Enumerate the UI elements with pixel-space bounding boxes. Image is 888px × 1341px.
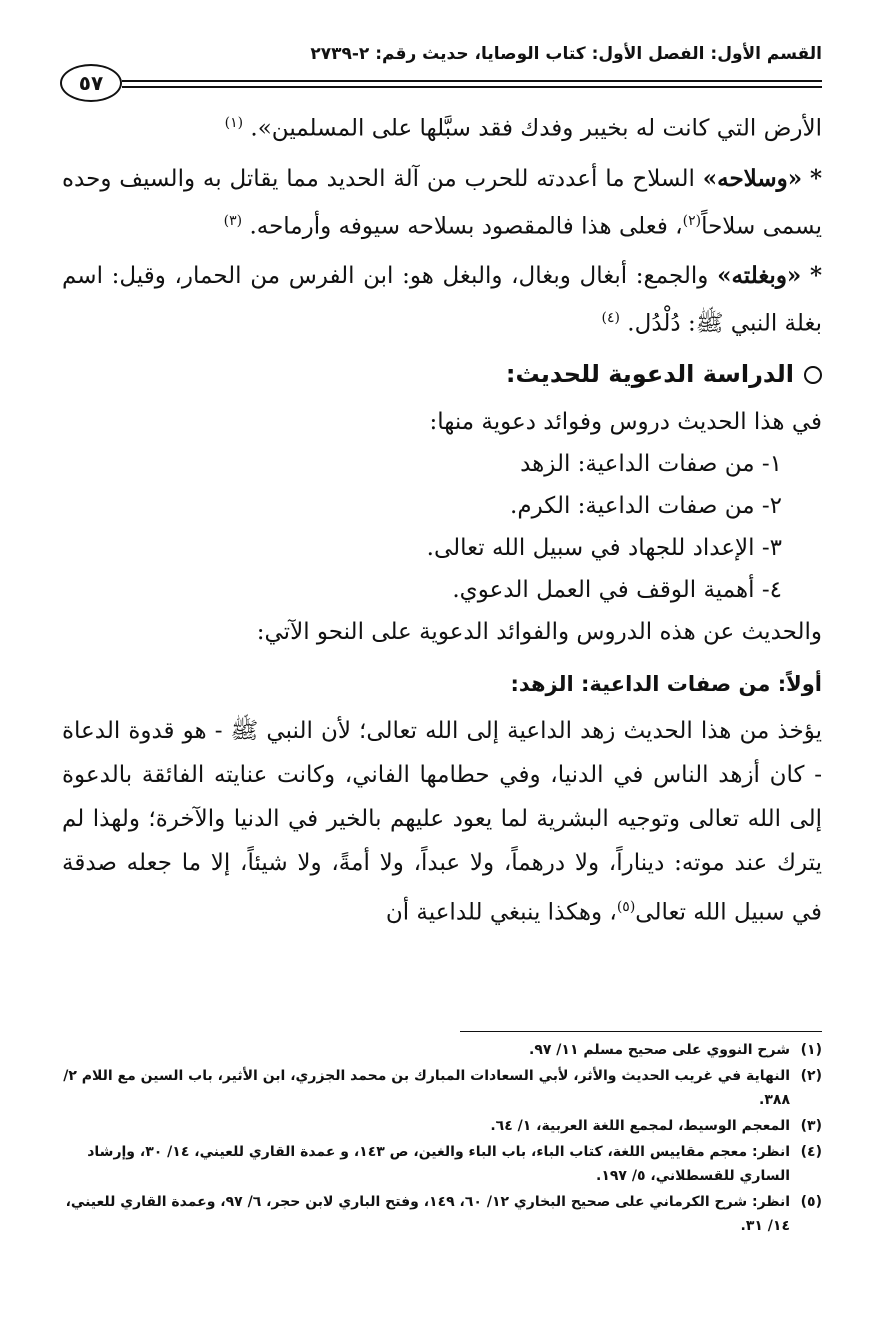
footnote: (٣) المعجم الوسيط، لمجمع اللغة العربية، ١/ ٦٤. xyxy=(490,1118,822,1134)
footnote: (٤) انظر: معجم مقاييس اللغة، كتاب الباء، باب الباء والغين، ص ١٤٣، و عمدة القاري للعيني، ١٤/ ٣٠، وإرشاد الساري للقسطلاني، ٥/ ١٩٧. xyxy=(87,1144,822,1184)
main-text xyxy=(62,102,822,935)
list-item: ٣- الإعداد للجهاد في سبيل الله تعالى. xyxy=(426,534,782,561)
intro-line: في هذا الحديث دروس وفوائد دعوية منها: xyxy=(429,408,822,435)
list-item: ١- من صفات الداعية: الزهد xyxy=(520,450,782,477)
list-item: ٢- من صفات الداعية: الكرم. xyxy=(510,492,782,519)
page-number: ٥٧ xyxy=(60,64,122,102)
footnote: (١) شرح النووي على صحيح مسلم ١١/ ٩٧. xyxy=(528,1042,822,1058)
sub-heading: أولاً: من صفات الداعية: الزهد: xyxy=(510,671,822,696)
footnote-divider xyxy=(460,1031,822,1032)
bullet-star: * xyxy=(809,262,822,290)
footnote-ref[interactable]: (١) xyxy=(224,115,244,131)
bullet-star: * xyxy=(810,164,823,192)
term: «وبغلته» xyxy=(717,262,802,290)
header-rule-secondary xyxy=(122,86,822,88)
outro-line: والحديث عن هذه الدروس والفوائد الدعوية على النحو الآتي: xyxy=(256,618,822,645)
footnote-ref[interactable]: (٢) xyxy=(682,212,702,229)
footnote: (٢) النهاية في غريب الحديث والأثر، لأبي السعادات المبارك بن محمد الجزري، ابن الأثير، باب السين مع اللام ٢/ ٣٨٨. xyxy=(63,1068,822,1108)
footnotes xyxy=(62,1038,822,1240)
footnote-ref[interactable]: (٥) xyxy=(616,898,636,915)
term: «وسلاحه» xyxy=(702,164,803,192)
paragraph-weapon: * «وسلاحه» السلاح ما أعددته للحرب من آلة الحديد مما يقاتل به والسيف وحده يسمى سلاحاً$^{(٢)}$، فعلى هذا فالمقصود بسلاحه سيوفه وأرماحه. $^{(٣)}$ xyxy=(62,164,823,240)
footnote-ref[interactable]: (٤) xyxy=(601,310,620,327)
footnote: (٥) انظر: شرح الكرماني على صحيح البخاري ١٢/ ٦٠، ١٤٩، وفتح الباري لابن حجر، ٦/ ٩٧، وعمدة القاري للعيني، ١٤/ ٣١. xyxy=(65,1194,822,1234)
circle-bullet-icon xyxy=(804,366,822,384)
section-heading: الدراسة الدعوية للحديث: xyxy=(62,353,822,395)
footnote-ref[interactable]: (٣) xyxy=(223,212,243,229)
paragraph-continuation: الأرض التي كانت له بخيبر وفدك فقد سبَّلها على المسلمين». $^{(١)}$ xyxy=(224,115,822,142)
header-rule xyxy=(122,80,822,82)
paragraph-mule: * «وبغلته» والجمع: أبغال وبغال، والبغل هو: ابن الفرس من الحمار، وقيل: اسم بغلة النبي ﷺ: دُلْدُل. $^{(٤)}$ xyxy=(62,262,822,337)
running-head: القسم الأول: الفصل الأول: كتاب الوصايا، حديث رقم: ٢-٢٧٣٩ xyxy=(310,44,822,64)
list-item: ٤- أهمية الوقف في العمل الدعوي. xyxy=(452,576,782,603)
paragraph-asceticism: يؤخذ من هذا الحديث زهد الداعية إلى الله تعالى؛ لأن النبي ﷺ - هو قدوة الدعاة - كان أزهد الناس في الدنيا، وفي حطامها الفاني، وكانت عنايته الفائقة بالدعوة إلى الله تعالى وتوجيه البشرية لما يعود عليهم بالخير في الدنيا والآخرة؛ ولهذا لم يترك عند موته: ديناراً، ولا درهماً، ولا عبداً، ولا أمةً، ولا شيئاً، إلا ما جعله صدقة في سبيل الله تعالى$^{(٥)}$، وهكذا ينبغي للداعية أن xyxy=(62,717,822,926)
